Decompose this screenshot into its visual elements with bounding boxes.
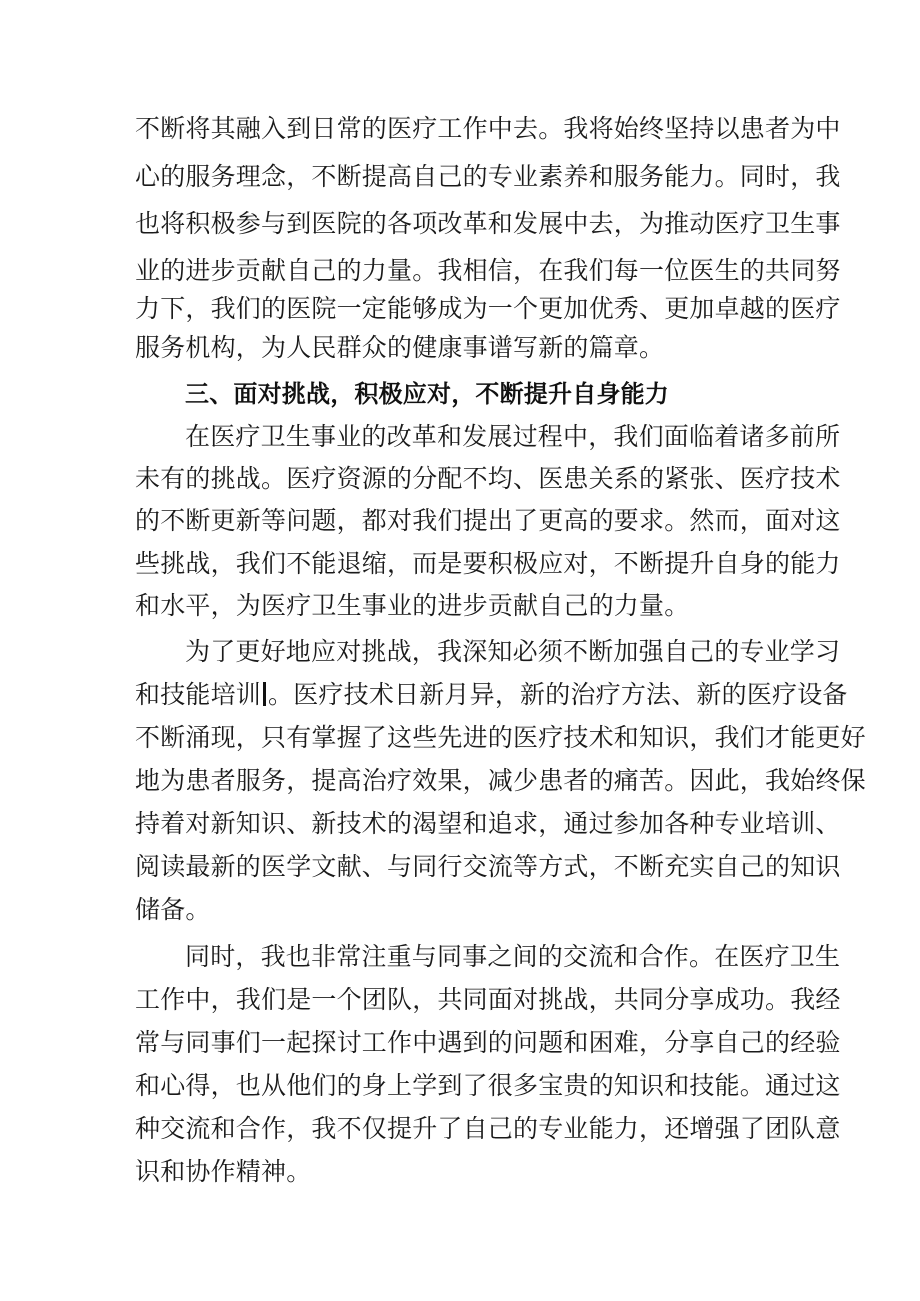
- text-segment: 和技能培训: [135, 680, 262, 709]
- text-line: [135, 680, 848, 710]
- text-line: 的不断更新等问题，都对我们提出了更高的要求。然而，面对这: [135, 506, 841, 535]
- text-line: 些挑战，我们不能退缩，而是要积极应对，不断提升自身的能力: [135, 549, 841, 578]
- text-cursor-mark: [263, 682, 266, 706]
- text-line: 同时，我也非常注重与同事之间的交流和合作。在医疗卫生: [185, 942, 841, 971]
- section-heading: 三、面对挑战，积极应对，不断提升自身能力: [185, 380, 669, 408]
- text-line: 为了更好地应对挑战，我深知必须不断加强自己的专业学习: [185, 637, 841, 666]
- text-line: 地为患者服务，提高治疗效果，减少患者的痛苦。因此，我始终保: [135, 766, 866, 795]
- text-line: 业的进步贡献自己的力量。我相信，在我们每一位医生的共同努: [135, 256, 841, 285]
- text-line: 和水平，为医疗卫生事业的进步贡献自己的力量。: [135, 591, 690, 620]
- text-line: 也将积极参与到医院的各项改革和发展中去，为推动医疗卫生事: [135, 209, 841, 238]
- text-segment: 。医疗技术日新月异，新的治疗方法、新的医疗设备: [268, 680, 848, 709]
- text-line: 常与同事们一起探讨工作中遇到的问题和困难，分享自己的经验: [135, 1028, 841, 1057]
- text-line: 在医疗卫生事业的改革和发展过程中，我们面临着诸多前所: [185, 422, 841, 451]
- text-line: 服务机构，为人民群众的健康事谱写新的篇章。: [135, 333, 665, 362]
- text-line: 和心得，也从他们的身上学到了很多宝贵的知识和技能。通过这: [135, 1071, 841, 1100]
- text-line: 心的服务理念，不断提高自己的专业素养和服务能力。同时，我: [135, 162, 841, 191]
- text-line: 阅读最新的医学文献、与同行交流等方式，不断充实自己的知识: [135, 852, 841, 881]
- text-line: 不断将其融入到日常的医疗工作中去。我将始终坚持以患者为中: [135, 114, 841, 143]
- text-line: 持着对新知识、新技术的渴望和追求，通过参加各种专业培训、: [135, 809, 841, 838]
- text-line: 种交流和合作，我不仅提升了自己的专业能力，还增强了团队意: [135, 1114, 841, 1143]
- text-line: 未有的挑战。医疗资源的分配不均、医患关系的紧张、医疗技术: [135, 464, 841, 493]
- text-line: 识和协作精神。: [135, 1157, 312, 1186]
- text-line: 力下，我们的医院一定能够成为一个更加优秀、更加卓越的医疗: [135, 294, 841, 323]
- text-line: 工作中，我们是一个团队，共同面对挑战，共同分享成功。我经: [135, 985, 841, 1014]
- text-line: 不断涌现，只有掌握了这些先进的医疗技术和知识，我们才能更好: [135, 723, 866, 752]
- text-line: 储备。: [135, 895, 211, 924]
